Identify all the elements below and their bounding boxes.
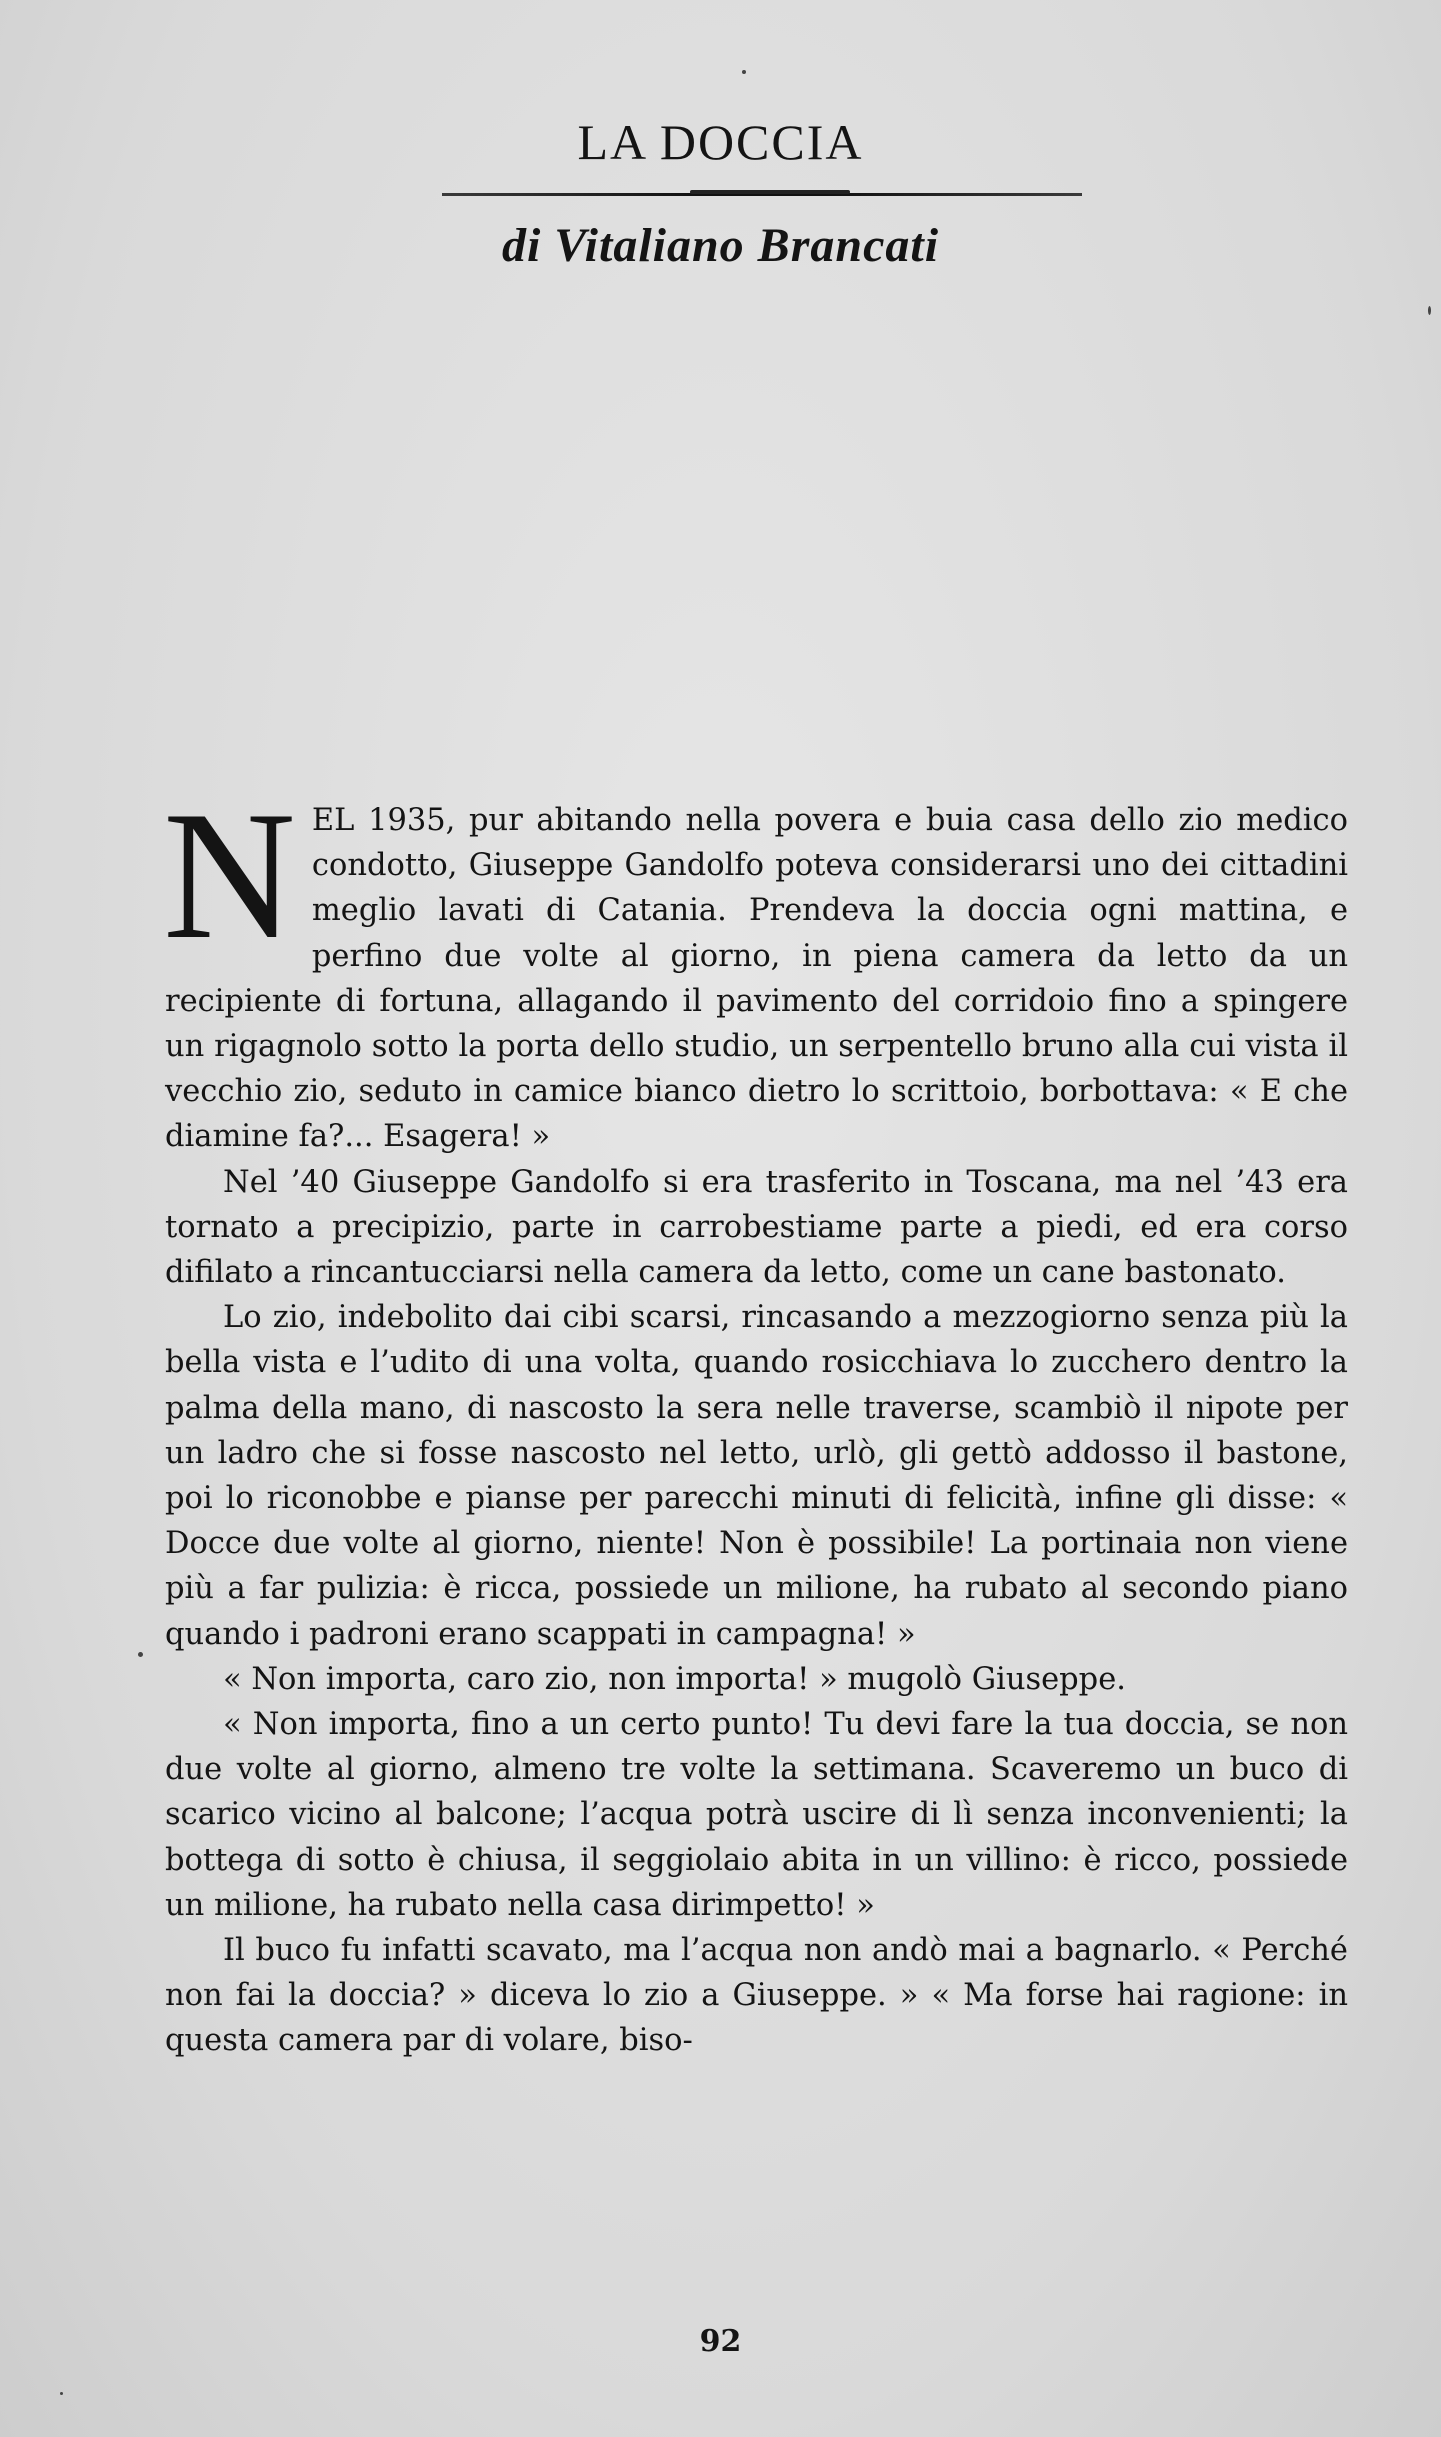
title-rule-accent	[690, 190, 850, 194]
paragraph-6: Il buco fu infatti scavato, ma l’acqua non andò mai a bagnarlo. « Perché non fai la doccia? » diceva lo zio a Giuseppe. » « Ma forse hai ragione: in questa camera par di volare, biso-	[165, 1933, 1348, 2059]
paper-speck	[1428, 306, 1431, 315]
article-title: LA DOCCIA	[577, 114, 864, 170]
paragraph-1	[163, 773, 1348, 1160]
paragraph-1-text: EL 1935, pur abitando nella povera e buia casa dello zio medico condotto, Giuseppe Gandolfo poteva considerarsi uno dei cittadini meglio lavati di Catania. Prendeva la doccia ogni mattina, e perfino due volte al giorno, in piena camera da letto da un recipiente di fortuna, allagando il pavimento del corridoio fino a spingere un rigagnolo sotto la porta dello studio, un serpentello bruno alla cui vista il vecchio zio, seduto in camice bianco dietro lo scrittoio, borbottava: « E che diamine fa?... Esagera! »	[165, 803, 1348, 1155]
page-number: 92	[699, 2324, 742, 2359]
paragraph-2: Nel ’40 Giuseppe Gandolfo si era trasferito in Toscana, ma nel ’43 era tornato a precipizio, parte in carrobestiame parte a piedi, ed era corso difilato a rincantucciarsi nella camera da letto, come un cane bastonato.	[165, 1164, 1348, 1291]
article-byline: di Vitaliano Brancati	[501, 219, 940, 272]
paper-speck	[742, 70, 746, 74]
paragraph-4: « Non importa, caro zio, non importa! » mugolò Giuseppe.	[223, 1661, 1126, 1697]
paragraph-3: Lo zio, indebolito dai cibi scarsi, rincasando a mezzogiorno senza più la bella vista e l’udito di una volta, quando rosicchiava lo zucchero dentro la palma della mano, di nascosto la sera nelle traverse, scambiò il nipote per un ladro che si fosse nascosto nel letto, urlò, gli gettò addosso il bastone, poi lo riconobbe e pianse per parecchi minuti di felicità, infine gli disse: « Docce due volte al giorno, niente! Non è possibile! La portinaia non viene più a far pulizia: è ricca, possiede un milione, ha rubato al secondo piano quando i padroni erano scappati in campagna! »	[165, 1300, 1348, 1652]
drop-cap: N	[163, 773, 296, 977]
paper-speck	[60, 2392, 63, 2395]
paper-speck	[138, 1652, 143, 1657]
paragraph-5: « Non importa, fino a un certo punto! Tu devi fare la tua doccia, se non due volte al giorno, almeno tre volte la settimana. Scaveremo un buco di scarico vicino al balcone; l’acqua potrà uscire di lì senza inconvenienti; la bottega di sotto è chiusa, il seggiolaio abita in un villino: è ricco, possiede un milione, ha rubato nella casa dirimpetto! »	[165, 1707, 1348, 1923]
article-body	[163, 773, 1348, 2064]
